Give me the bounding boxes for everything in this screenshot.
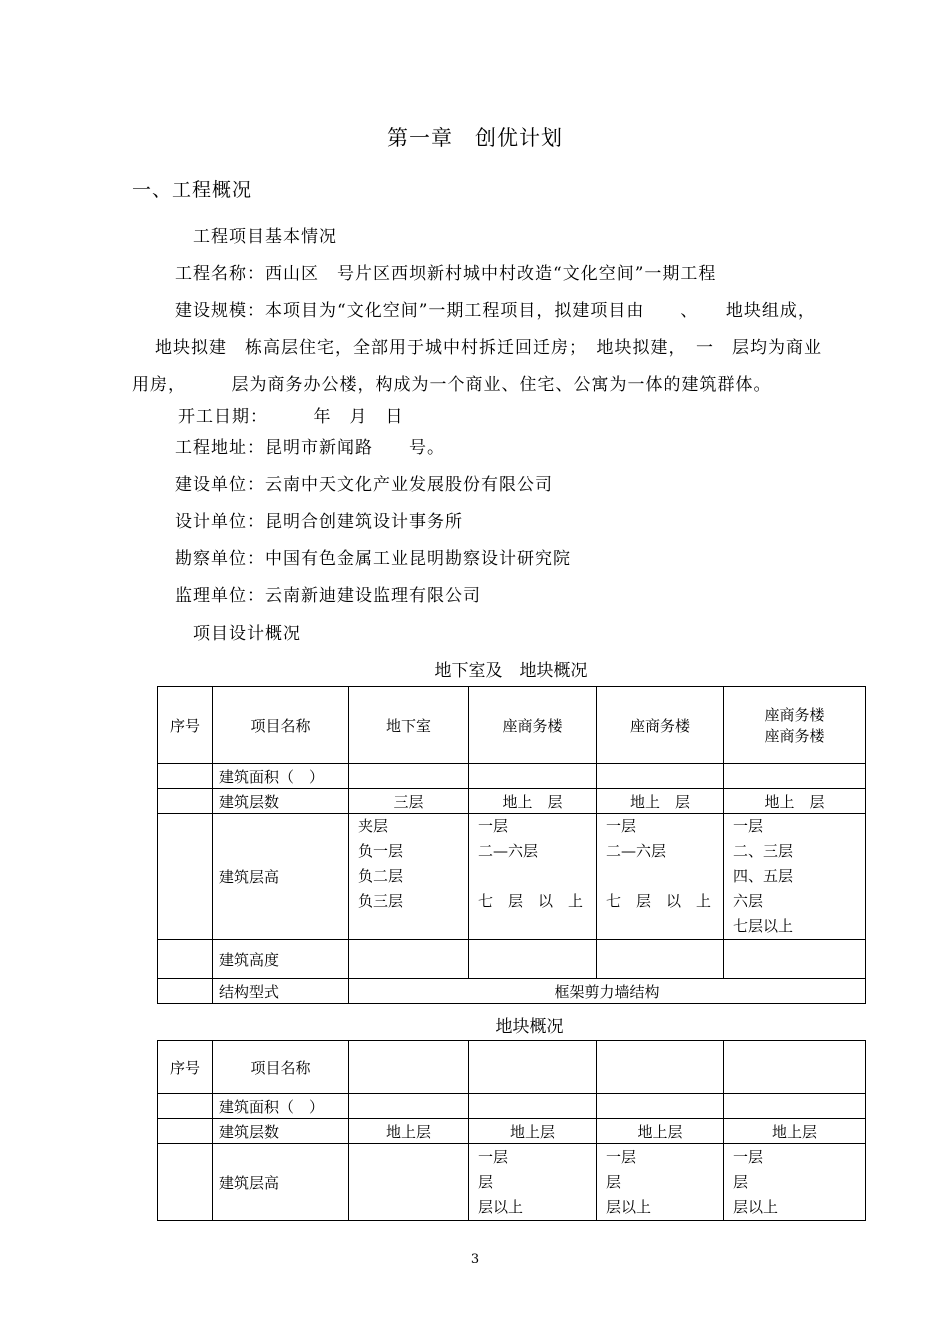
section-title: 一、工程概况 (132, 179, 253, 201)
table-cell: 三层 (349, 789, 469, 814)
table-row (158, 979, 866, 1004)
table-row (158, 1041, 866, 1094)
table-cell: 地上层 (349, 1119, 469, 1144)
structure-cell: 框架剪力墙结构 (349, 979, 866, 1004)
chapter-title: 第一章 创优计划 (387, 126, 563, 150)
surveyor-line: 勘察单位：中国有色金属工业昆明勘察设计研究院 (175, 549, 571, 569)
basement-levels-cell: 夹层 负一层 负二层 负三层 (349, 814, 469, 940)
header-cell: 地下室 (349, 687, 469, 764)
table-cell: 地上 层 (597, 789, 724, 814)
table-cell: 地上层 (724, 1119, 866, 1144)
header-line: 座商务楼 (764, 727, 825, 745)
scale-line-1: 建设规模：本项目为“文化空间”一期工程项目，拟建项目由 、 地块组成， (175, 301, 816, 321)
scale-line-2: 地块拟建 栋高层住宅，全部用于城中村拆迁回迁房； 地块拟建， 一 层均为商业 (155, 338, 822, 358)
header-cell: 序号 (158, 1041, 213, 1094)
table-row (158, 687, 866, 764)
table-row (158, 940, 866, 979)
header-cell: 项目名称 (213, 687, 349, 764)
header-cell: 座商务楼 (469, 687, 597, 764)
header-cell: 座商务楼 (597, 687, 724, 764)
levels-cell: 一层 层 层以上 (469, 1144, 597, 1221)
header-cell: 项目名称 (213, 1041, 349, 1094)
design-heading: 项目设计概况 (193, 624, 301, 644)
row-label: 建筑层高 (213, 814, 349, 940)
table-row (158, 1094, 866, 1119)
table-cell: 地上 层 (469, 789, 597, 814)
basic-info-heading: 工程项目基本情况 (193, 227, 337, 247)
supervisor-line: 监理单位：云南新迪建设监理有限公司 (175, 586, 481, 606)
row-label: 建筑层高 (213, 1144, 349, 1221)
table1-caption: 地下室及 地块概况 (434, 661, 588, 681)
table-row (158, 814, 866, 940)
row-label: 建筑层数 (213, 789, 349, 814)
table-row (158, 789, 866, 814)
basement-table (157, 686, 866, 1004)
address-line: 工程地址：昆明市新闻路 号。 (175, 438, 445, 458)
levels-cell: 一层 层 层以上 (724, 1144, 866, 1221)
table-cell: 地上层 (597, 1119, 724, 1144)
levels-cell: 一层 层 层以上 (597, 1144, 724, 1221)
header-cell: 序号 (158, 687, 213, 764)
table-cell: 地上层 (469, 1119, 597, 1144)
row-label: 结构型式 (213, 979, 349, 1004)
scale-line-3: 用房， 层为商务办公楼，构成为一个商业、住宅、公寓为一体的建筑群体。 (132, 375, 772, 395)
plot-table (157, 1040, 866, 1221)
project-name-line: 工程名称：西山区 号片区西坝新村城中村改造“文化空间”一期工程 (175, 264, 717, 284)
header-line: 座商务楼 (764, 706, 825, 724)
levels-cell: 一层 二—六层 七 层 以 上 (469, 814, 597, 940)
table-row (158, 1119, 866, 1144)
table-cell: 地上 层 (724, 789, 866, 814)
row-label: 建筑面积（ ） (213, 764, 349, 789)
start-date-line: 开工日期： 年 月 日 (178, 407, 404, 427)
row-label: 建筑高度 (213, 940, 349, 979)
table-row (158, 764, 866, 789)
designer-line: 设计单位：昆明合创建筑设计事务所 (175, 512, 463, 532)
row-label: 建筑面积（ ） (213, 1094, 349, 1119)
header-cell (724, 687, 866, 764)
table-row (158, 1144, 866, 1221)
levels-cell: 一层 二、三层 四、五层 六层 七层以上 (724, 814, 866, 940)
page-number: 3 (470, 1252, 480, 1267)
levels-cell: 一层 二—六层 七 层 以 上 (597, 814, 724, 940)
table2-caption: 地块概况 (495, 1017, 564, 1037)
row-label: 建筑层数 (213, 1119, 349, 1144)
owner-line: 建设单位：云南中天文化产业发展股份有限公司 (175, 475, 553, 495)
